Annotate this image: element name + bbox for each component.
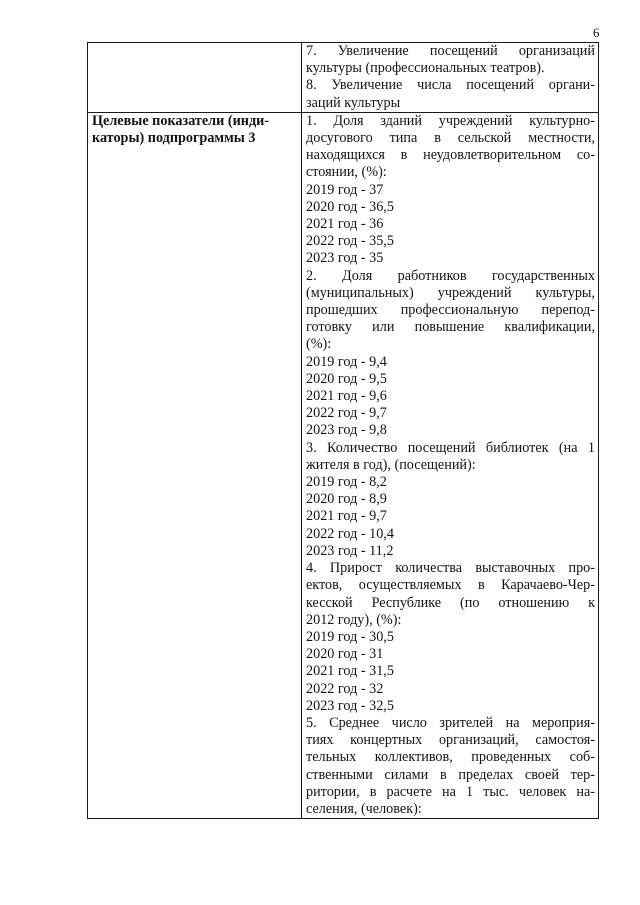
text-line: 2022 год - 9,7 xyxy=(306,405,387,422)
text-line: заций культуры xyxy=(306,94,401,111)
page-number: 6 xyxy=(593,25,600,40)
text-line: (муниципальных) учреждений культуры, xyxy=(306,284,595,301)
text-line: 2020 год - 31 xyxy=(306,646,384,663)
text-line: 2. Доля работников государственных xyxy=(306,267,595,284)
row1-left-cell xyxy=(88,43,302,113)
table-row xyxy=(88,43,599,113)
text-line: (%): xyxy=(306,336,332,353)
text-line: прошедших профессиональную перепод- xyxy=(306,302,595,319)
text-line: 3. Количество посещений библиотек (на 1 xyxy=(306,439,595,456)
text-line: 2012 году), (%): xyxy=(306,611,402,628)
text-line: тельных коллективов, проведенных соб- xyxy=(306,749,595,766)
row2-content-cell xyxy=(302,112,599,818)
text-line: ектов, осуществляемых в Карачаево-Чер- xyxy=(306,577,595,594)
text-line: 2020 год - 8,9 xyxy=(306,491,387,508)
text-line: 2021 год - 9,6 xyxy=(306,388,387,405)
label-line: каторы) подпрограммы 3 xyxy=(92,130,256,147)
text-line: 2023 год - 11,2 xyxy=(306,542,394,559)
text-line: 8. Увеличение числа посещений органи- xyxy=(306,77,595,94)
text-line: жителя в год), (посещений): xyxy=(306,456,476,473)
text-line: 5. Среднее число зрителей на мероприя- xyxy=(306,714,595,731)
text-line: 2019 год - 8,2 xyxy=(306,474,387,491)
text-line: 2020 год - 36,5 xyxy=(306,198,394,215)
text-line: культуры (профессиональных театров). xyxy=(306,60,545,77)
text-line: 2021 год - 31,5 xyxy=(306,663,394,680)
text-line: 4. Прирост количества выставочных про- xyxy=(306,560,595,577)
text-line: 2021 год - 9,7 xyxy=(306,508,387,525)
text-line: 2019 год - 9,4 xyxy=(306,353,387,370)
text-line: кесской Республике (по отношению к xyxy=(306,594,595,611)
label-line: Целевые показатели (инди- xyxy=(92,112,270,129)
text-line: 1. Доля зданий учреждений культурно- xyxy=(306,112,595,129)
indicators-table xyxy=(87,42,599,819)
row2-label-cell xyxy=(88,112,302,818)
text-line: находящихся в неудовлетворительном со- xyxy=(306,147,595,164)
text-line: 2022 год - 35,5 xyxy=(306,233,394,250)
text-line: 2022 год - 32 xyxy=(306,680,384,697)
text-line: стоянии, (%): xyxy=(306,164,387,181)
text-line: 2023 год - 32,5 xyxy=(306,697,394,714)
text-line: ственными силами в пределах своей тер- xyxy=(306,766,595,783)
text-line: 7. Увеличение посещений организаций xyxy=(306,43,595,59)
row1-content-cell xyxy=(302,43,599,113)
text-line: 2019 год - 30,5 xyxy=(306,628,394,645)
text-line: 2019 год - 37 xyxy=(306,181,384,198)
text-line: 2023 год - 9,8 xyxy=(306,422,387,439)
text-line: селения, (человек): xyxy=(306,800,422,817)
text-line: досугового типа в сельской местности, xyxy=(306,130,595,147)
text-line: 2021 год - 36 xyxy=(306,216,384,233)
table-row xyxy=(88,112,599,818)
text-line: ритории, в расчете на 1 тыс. человек на- xyxy=(306,783,595,800)
text-line: 2020 год - 9,5 xyxy=(306,370,387,387)
text-line: готовку или повышение квалификации, xyxy=(306,319,595,336)
text-line: тиях концертных организаций, самостоя- xyxy=(306,732,595,749)
text-line: 2022 год - 10,4 xyxy=(306,525,394,542)
text-line: 2023 год - 35 xyxy=(306,250,384,267)
